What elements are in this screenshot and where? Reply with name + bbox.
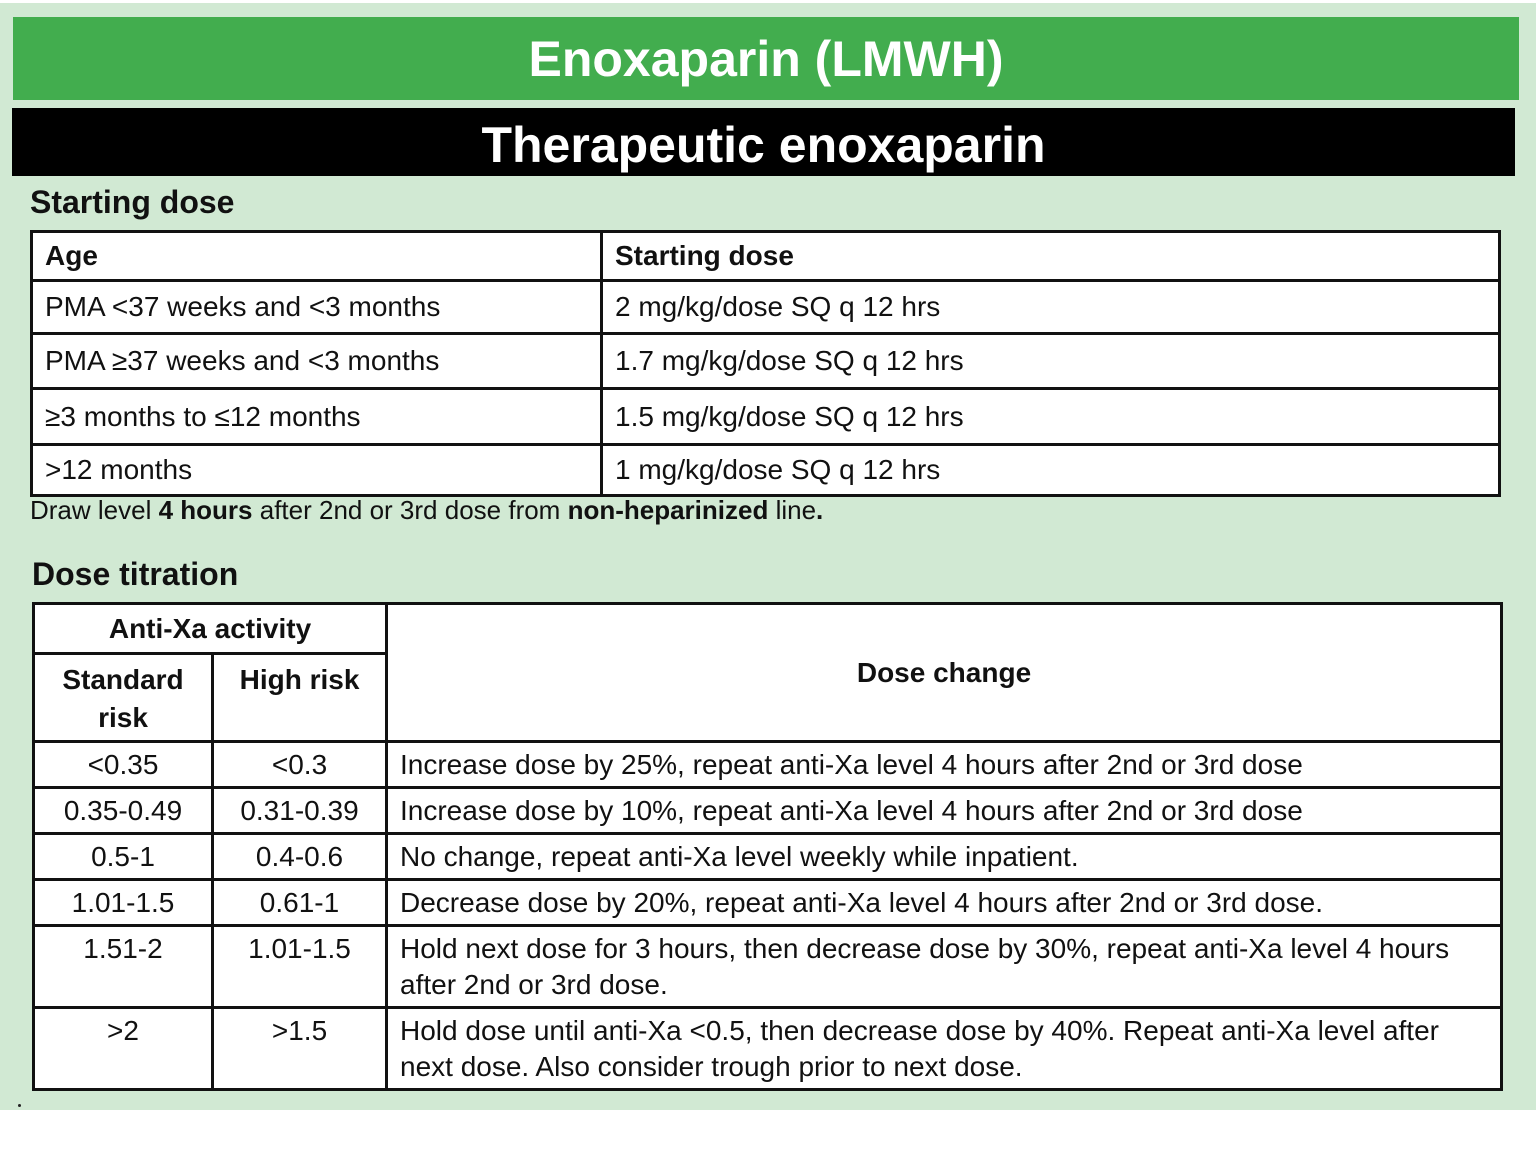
column-header-high-risk: High risk xyxy=(213,654,387,742)
note-text: after 2nd or 3rd dose from xyxy=(252,495,568,525)
high-risk-cell: <0.3 xyxy=(213,742,387,788)
dose-change-cell: No change, repeat anti-Xa level weekly while inpatient. xyxy=(387,834,1502,880)
dose-change-cell: Hold dose until anti-Xa <0.5, then decrease dose by 40%. Repeat anti-Xa level after next dose. Also consider trough prior to next dose. xyxy=(387,1008,1502,1090)
high-risk-cell: 0.4-0.6 xyxy=(213,834,387,880)
age-cell: PMA ≥37 weeks and <3 months xyxy=(32,334,602,389)
standard-risk-cell: 0.35-0.49 xyxy=(34,788,213,834)
table-row xyxy=(32,281,1500,334)
table-row xyxy=(32,334,1500,389)
age-cell: ≥3 months to ≤12 months xyxy=(32,389,602,445)
table-row xyxy=(34,926,1502,1008)
standard-risk-cell: 0.5-1 xyxy=(34,834,213,880)
table-row xyxy=(32,445,1500,496)
table-row xyxy=(34,742,1502,788)
dose-cell: 1.7 mg/kg/dose SQ q 12 hrs xyxy=(602,334,1500,389)
title-banner xyxy=(13,17,1519,100)
subtitle-banner xyxy=(12,108,1515,176)
starting-dose-heading: Starting dose xyxy=(30,184,235,220)
standard-risk-cell: 1.01-1.5 xyxy=(34,880,213,926)
anti-xa-activity-header: Anti-Xa activity xyxy=(34,604,387,654)
dose-change-cell: Hold next dose for 3 hours, then decrease dose by 30%, repeat anti-Xa level 4 hours after 2nd or 3rd dose. xyxy=(387,926,1502,1008)
dose-change-cell: Increase dose by 10%, repeat anti-Xa level 4 hours after 2nd or 3rd dose xyxy=(387,788,1502,834)
dose-change-cell: Increase dose by 25%, repeat anti-Xa level 4 hours after 2nd or 3rd dose xyxy=(387,742,1502,788)
note-text: line xyxy=(768,495,817,525)
starting-dose-table xyxy=(30,230,1501,497)
dose-titration-heading: Dose titration xyxy=(32,556,239,592)
table-row xyxy=(32,389,1500,445)
dose-cell: 2 mg/kg/dose SQ q 12 hrs xyxy=(602,281,1500,334)
high-risk-cell: 1.01-1.5 xyxy=(213,926,387,1008)
table-row xyxy=(34,880,1502,926)
high-risk-cell: 0.31-0.39 xyxy=(213,788,387,834)
column-header-dose-change: Dose change xyxy=(387,604,1502,742)
table-row xyxy=(34,1008,1502,1090)
page-title: Enoxaparin (LMWH) xyxy=(528,30,1004,87)
table-row xyxy=(34,788,1502,834)
table-row xyxy=(34,834,1502,880)
standard-risk-cell: >2 xyxy=(34,1008,213,1090)
high-risk-cell: >1.5 xyxy=(213,1008,387,1090)
standard-risk-cell: 1.51-2 xyxy=(34,926,213,1008)
dose-cell: 1 mg/kg/dose SQ q 12 hrs xyxy=(602,445,1500,496)
dose-cell: 1.5 mg/kg/dose SQ q 12 hrs xyxy=(602,389,1500,445)
table-header-row xyxy=(32,232,1500,281)
page-subtitle: Therapeutic enoxaparin xyxy=(481,117,1046,173)
age-cell: PMA <37 weeks and <3 months xyxy=(32,281,602,334)
standard-risk-cell: <0.35 xyxy=(34,742,213,788)
column-header-age: Age xyxy=(32,232,602,281)
dose-titration-table xyxy=(32,602,1503,1091)
note-emphasis: non-heparinized xyxy=(567,495,769,525)
note-emphasis: . xyxy=(816,495,824,525)
column-header-starting-dose: Starting dose xyxy=(602,232,1500,281)
note-text: Draw level xyxy=(30,495,159,525)
table-header-row xyxy=(34,604,1502,654)
age-cell: >12 months xyxy=(32,445,602,496)
column-header-standard-risk: Standard risk xyxy=(34,654,213,742)
dose-change-cell: Decrease dose by 20%, repeat anti-Xa level 4 hours after 2nd or 3rd dose. xyxy=(387,880,1502,926)
note-emphasis: 4 hours xyxy=(158,495,253,525)
draw-level-note xyxy=(30,495,823,526)
stray-dot-mark xyxy=(18,1104,21,1107)
high-risk-cell: 0.61-1 xyxy=(213,880,387,926)
